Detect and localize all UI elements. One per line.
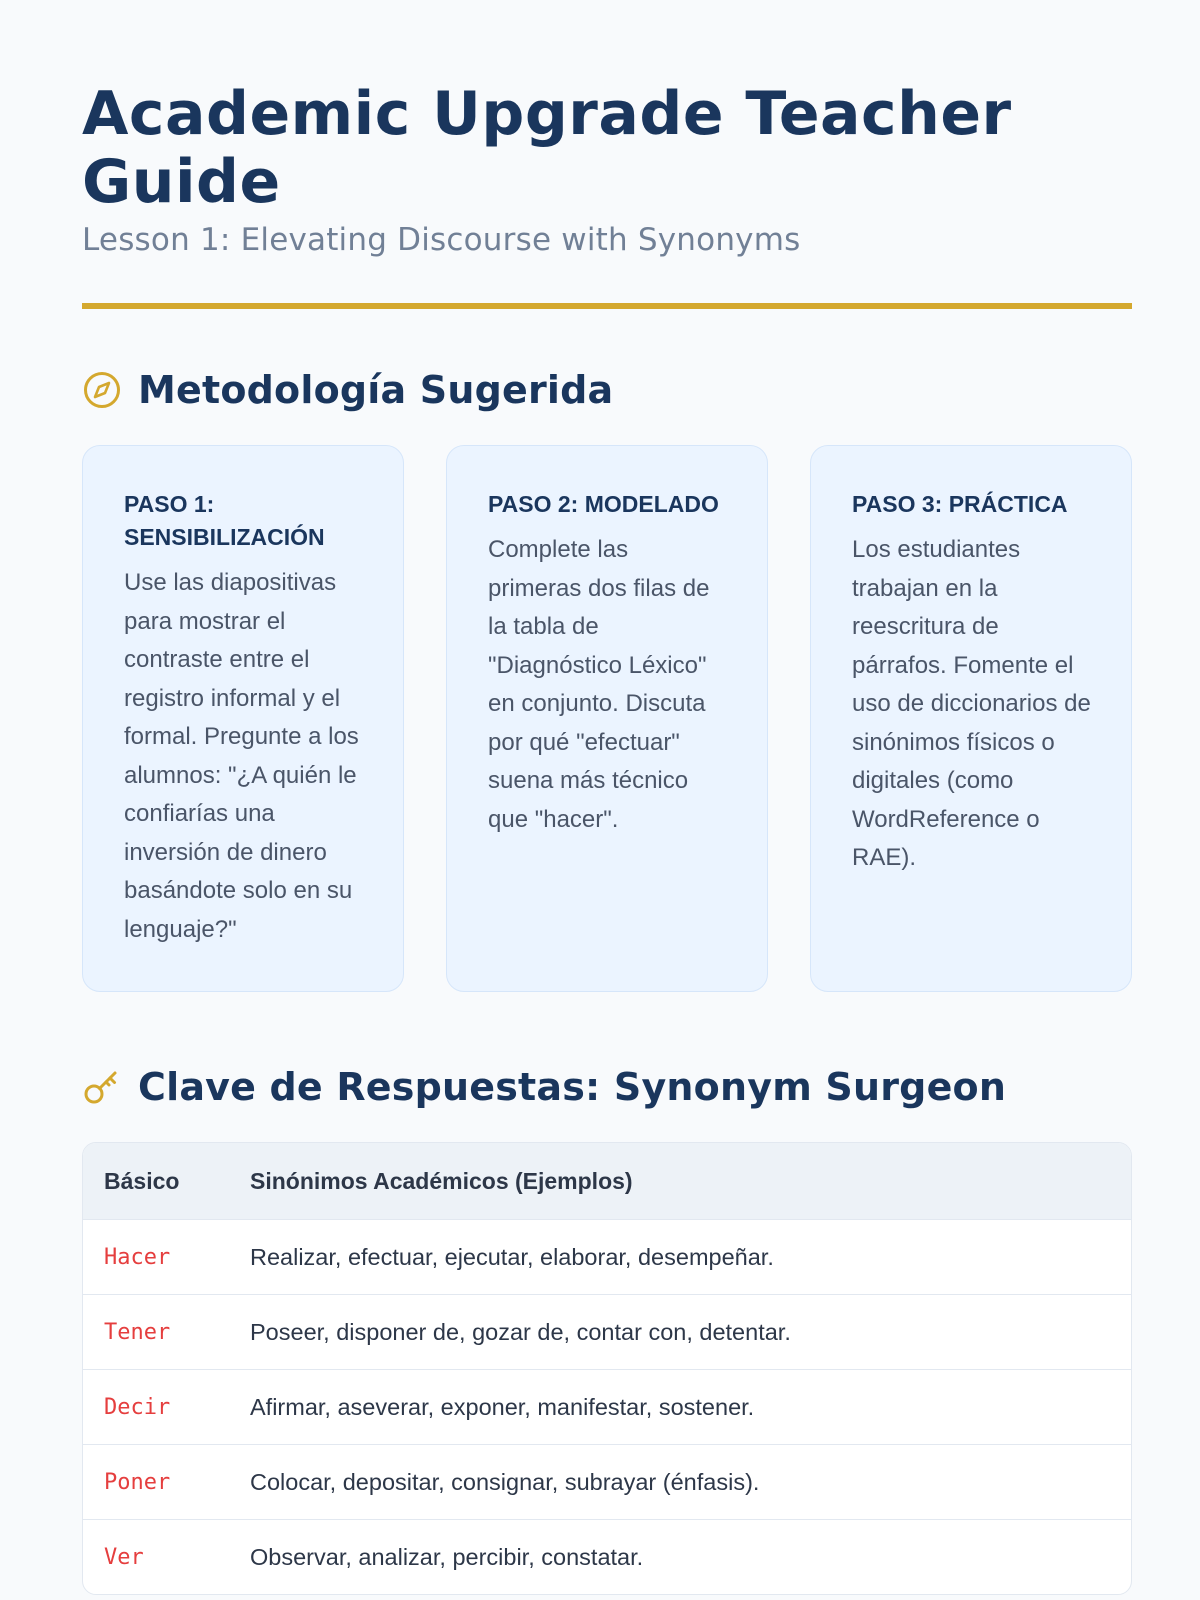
synonyms-cell: Colocar, depositar, consignar, subrayar (énfasis).	[250, 1468, 760, 1495]
answer-key-title: Clave de Respuestas: Synonym Surgeon	[138, 1065, 1007, 1109]
step-text: Complete las primeras dos filas de la tabla de "Diagnóstico Léxico" en conjunto. Discuta por qué "efectuar" suena más técnico que "hacer".	[488, 536, 710, 833]
synonyms-cell: Realizar, efectuar, ejecutar, elaborar, desempeñar.	[250, 1243, 774, 1270]
methodology-heading	[82, 365, 613, 415]
table-header-row	[83, 1143, 1131, 1219]
answer-key-heading	[82, 1062, 1006, 1112]
methodology-steps	[82, 445, 1132, 992]
title-divider	[82, 303, 1132, 309]
table-row	[83, 1219, 1131, 1294]
synonyms-cell: Afirmar, aseverar, exponer, manifestar, sostener.	[250, 1393, 755, 1420]
basic-word: Ver	[104, 1544, 144, 1570]
key-icon	[82, 1067, 122, 1107]
column-header-basic: Básico	[104, 1167, 180, 1194]
answer-key-table	[82, 1142, 1132, 1595]
step-card-3	[810, 445, 1132, 992]
synonyms-cell: Poseer, disponer de, gozar de, contar con, detentar.	[250, 1318, 791, 1345]
table-row	[83, 1519, 1131, 1594]
basic-word: Decir	[104, 1394, 171, 1420]
table-row	[83, 1294, 1131, 1369]
step-card-2	[446, 445, 768, 992]
page-title: Academic Upgrade Teacher Guide	[82, 79, 1012, 217]
column-header-synonyms: Sinónimos Académicos (Ejemplos)	[250, 1167, 633, 1194]
table-row	[83, 1369, 1131, 1444]
table-row	[83, 1444, 1131, 1519]
basic-word: Hacer	[104, 1244, 171, 1270]
basic-word: Poner	[104, 1469, 171, 1495]
step-text: Use las diapositivas para mostrar el contraste entre el registro informal y el formal. Pregunte a los alumnos: "¿A quién le confiarías una inversión de dinero basándote solo en su lenguaje?"	[124, 569, 359, 943]
step-title: PASO 2: MODELADO	[488, 491, 719, 517]
step-text: Los estudiantes trabajan en la reescritura de párrafos. Fomente el uso de diccionarios de sinónimos físicos o digitales (como WordReference o RAE).	[852, 536, 1091, 871]
step-title: PASO 3: PRÁCTICA	[852, 491, 1068, 517]
synonyms-cell: Observar, analizar, percibir, constatar.	[250, 1543, 644, 1570]
compass-icon	[82, 370, 122, 410]
step-card-1	[82, 445, 404, 992]
page-subtitle: Lesson 1: Elevating Discourse with Synonyms	[82, 222, 801, 258]
step-title: PASO 1: SENSIBILIZACIÓN	[124, 491, 325, 550]
methodology-title: Metodología Sugerida	[138, 368, 614, 412]
basic-word: Tener	[104, 1319, 171, 1345]
